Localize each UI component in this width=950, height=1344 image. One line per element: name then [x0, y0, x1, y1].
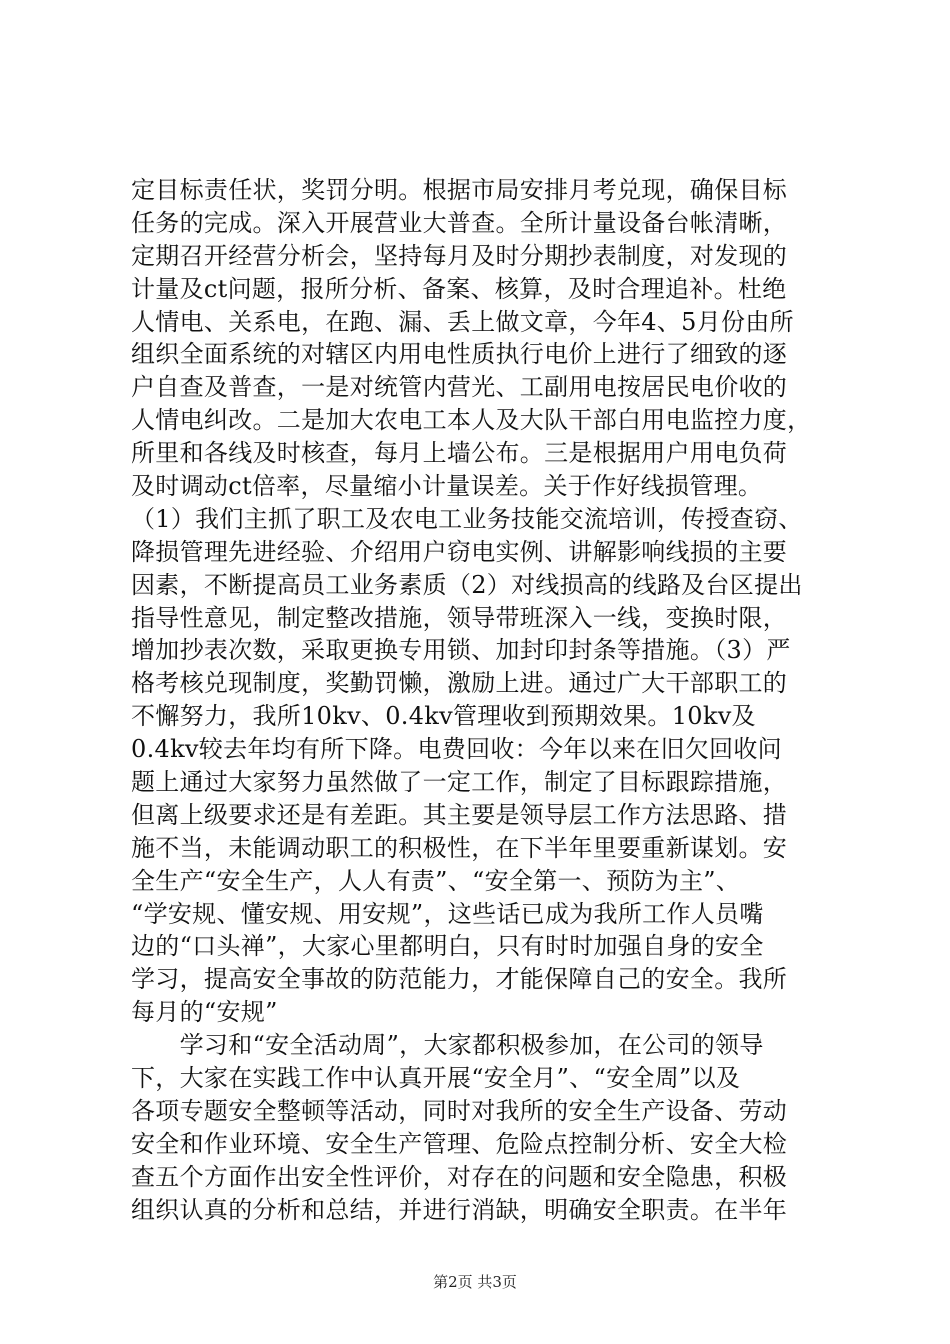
text-line: 但离上级要求还是有差距。其主要是领导层工作方法思路、措 — [131, 800, 788, 829]
text-line: 所里和各线及时核查，每月上墙公布。三是根据用户用电负荷 — [131, 439, 788, 468]
body-text — [131, 174, 831, 1227]
text-line: 指导性意见，制定整改措施，领导带班深入一线，变换时限， — [131, 603, 788, 632]
text-line: 全生产“安全生产，人人有责”、“安全第一、预防为主”、 — [131, 866, 741, 895]
text-line: 安全和作业环境、安全生产管理、危险点控制分析、安全大检 — [131, 1129, 788, 1158]
text-line: 题上通过大家努力虽然做了一定工作，制定了目标跟踪措施， — [131, 768, 788, 797]
text-line: （1）我们主抓了职工及农电工业务技能交流培训，传授查窃、 — [131, 504, 803, 533]
text-line: 任务的完成。深入开展营业大普查。全所计量设备台帐清晰， — [131, 208, 788, 237]
text-line: 户自查及普查，一是对统管内营光、工副用电按居民电价收的 — [131, 373, 788, 402]
text-line: 计量及ct问题，报所分析、备案、核算，及时合理追补。杜绝 — [131, 274, 787, 303]
text-line: 下，大家在实践工作中认真开展“安全月”、“安全周”以及 — [131, 1064, 741, 1093]
text-line: 学习和“安全活动周”，大家都积极参加，在公司的领导 — [131, 1031, 764, 1060]
text-line: 每月的“安规” — [131, 998, 278, 1027]
text-line: 查五个方面作出安全性评价，对存在的问题和安全隐患，积极 — [131, 1162, 788, 1191]
text-line: 降损管理先进经验、介绍用户窃电实例、讲解影响线损的主要 — [131, 537, 788, 566]
text-line: 边的“口头禅”，大家心里都明白，只有时时加强自身的安全 — [131, 932, 764, 961]
page-number-footer: 第2页 共3页 — [433, 1273, 517, 1291]
text-line: 因素，不断提高员工业务素质（2）对线损高的线路及台区提出 — [131, 570, 803, 599]
text-line: 定期召开经营分析会，坚持每月及时分期抄表制度，对发现的 — [131, 241, 788, 270]
text-line: 组织全面系统的对辖区内用电性质执行电价上进行了细致的逐 — [131, 340, 788, 369]
text-line: 不懈努力，我所10kv、0.4kv管理收到预期效果。10kv及 — [131, 702, 756, 731]
text-line: 人情电纠改。二是加大农电工本人及大队干部白用电监控力度， — [131, 406, 812, 435]
text-line: 格考核兑现制度，奖勤罚懒，激励上进。通过广大干部职工的 — [131, 669, 788, 698]
text-line: 及时调动ct倍率，尽量缩小计量误差。关于作好线损管理。 — [131, 472, 763, 501]
text-line: 学习，提高安全事故的防范能力，才能保障自己的安全。我所 — [131, 965, 788, 994]
text-line: 0.4kv较去年均有所下降。电费回收：今年以来在旧欠回收问 — [131, 735, 782, 764]
text-line: “学安规、懂安规、用安规”，这些话已成为我所工作人员嘴 — [131, 899, 764, 928]
text-line: 人情电、关系电，在跑、漏、丢上做文章，今年4、5月份由所 — [131, 307, 794, 336]
text-line: 定目标责任状，奖罚分明。根据市局安排月考兑现，确保目标 — [131, 176, 788, 204]
text-line: 组织认真的分析和总结，并进行消缺，明确安全职责。在半年 — [131, 1195, 788, 1224]
text-line: 施不当，未能调动职工的积极性，在下半年里要重新谋划。安 — [131, 833, 788, 862]
text-line: 增加抄表次数，采取更换专用锁、加封印封条等措施。（3）严 — [131, 636, 791, 665]
text-line: 各项专题安全整顿等活动，同时对我所的安全生产设备、劳动 — [131, 1096, 788, 1125]
